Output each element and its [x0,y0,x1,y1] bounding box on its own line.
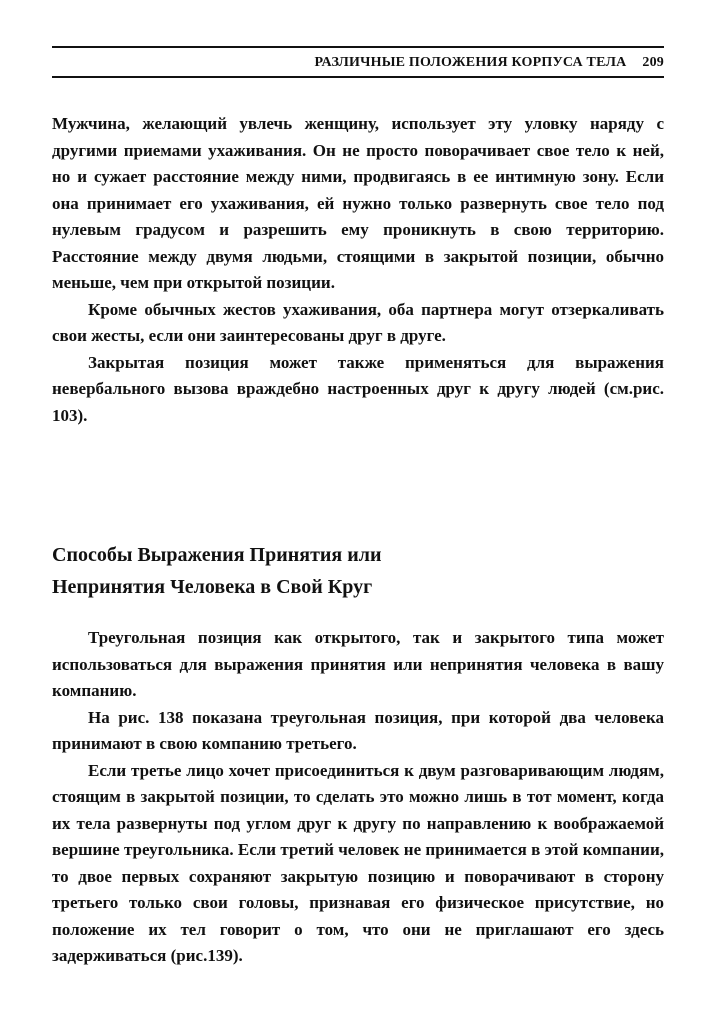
paragraph-4: Треугольная позиция как открытого, так и закрытого типа может использоваться для выражения принятия или непринятия человека в вашу компанию. [52,628,664,700]
paragraph-5: На рис. 138 показана треугольная позиция, при которой два человека принимают в свою компанию третьего. [52,707,664,753]
page-number: 209 [642,55,664,70]
paragraph-1: Мужчина, желающий увлечь женщину, использует эту уловку наряду с другими приемами ухаживания. Он не просто поворачивает свое тело к ней, но и сужает расстояние между ними, продвигаясь в ее интимную зону. Если она принимает его ухаживания, ей нужно только развернуть свое тело под нулевым градусом и разрешить ему проникнуть в свою территорию. Расстояние между двумя людьми, стоящими в закрытой позиции, обычно меньше, чем при открытой позиции. [52,114,664,292]
section-heading-line-2: Непринятия Человека в Свой Круг [52,576,373,598]
section-heading [52,539,664,603]
first-text-block [52,111,664,429]
paragraph-3: Закрытая позиция может также применяться для выражения невербального вызова враждебно настроенных друг к другу людей (см.рис. 103). [52,352,664,425]
running-header [52,52,664,74]
running-title: РАЗЛИЧНЫЕ ПОЛОЖЕНИЯ КОРПУСА ТЕЛА [314,55,627,70]
header-rule [52,76,664,78]
second-text-block [52,625,664,970]
top-rule [52,46,664,48]
paragraph-6: Если третье лицо хочет присоединиться к двум разговаривающим людям, стоящим в закрытой позиции, то сделать это можно лишь в тот момент, когда их тела развернуты под углом друг к другу по направлению к воображаемой вершине треугольника. Если третий человек не принимается в этой компании, то двое первых сохраняют закрытую позицию и поворачивают в сторону третьего только свои головы, признавая его физическое присутствие, но положение их тел говорит о том, что они не приглашают его здесь задерживаться (рис.139). [52,760,664,965]
section-heading-line-1: Способы Выражения Принятия или [52,544,382,566]
paragraph-2: Кроме обычных жестов ухаживания, оба партнера могут отзеркаливать свои жесты, если они заинтересованы друг в друге. [52,299,664,345]
